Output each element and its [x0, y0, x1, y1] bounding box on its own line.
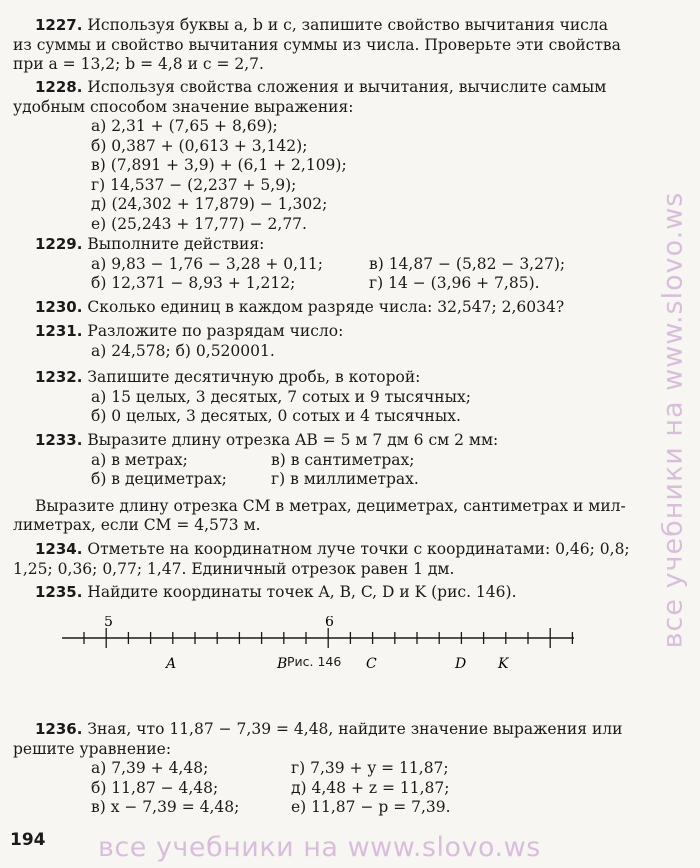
list-item: в) 14,87 − (5,82 − 3,27); [369, 254, 566, 273]
list-item: е) (25,243 + 17,77) − 2,77. [91, 214, 307, 233]
list-item: г) в миллиметрах. [271, 470, 419, 488]
problem-1235 [13, 583, 625, 603]
page-number: 194 [10, 830, 46, 850]
list-item: д) 4,48 + z = 11,87; [291, 778, 450, 797]
list-item: б) в дециметрах; [91, 470, 227, 488]
problem-text: Запишите десятичную дробь, в которой: [87, 368, 421, 386]
point-label-b: B [277, 656, 288, 672]
problem-text: Выразите длину отрезка CM в метрах, дециметрах, сантиметрах и мил- [35, 496, 626, 515]
point-label-k: K [498, 656, 509, 672]
list-item: е) 11,87 − p = 7,39. [291, 798, 451, 816]
problem-number: 1231. [35, 322, 83, 340]
problem-number: 1230. [35, 298, 83, 316]
watermark-horizontal: все учебники на www.slovo.ws [98, 832, 541, 863]
problem-1230 [13, 298, 625, 318]
problem-text: Зная, что 11,87 − 7,39 = 4,48, найдите значение выражения или [87, 720, 623, 738]
problem-number: 1235. [35, 583, 83, 601]
problem-number: 1229. [35, 235, 83, 253]
problem-1233 [13, 431, 625, 536]
list-item: в) x − 7,39 = 4,48; [91, 798, 240, 816]
list-item: б) 0,387 + (0,613 + 3,142); [91, 136, 308, 155]
list-item: г) 14 − (3,96 + 7,85). [369, 274, 540, 292]
list-item: в) в сантиметрах; [271, 450, 415, 469]
list-item: б) 11,87 − 4,48; [91, 778, 219, 797]
problem-text: Используя свойства сложения и вычитания, вычислите самым [87, 78, 607, 96]
problem-number: 1232. [35, 368, 83, 386]
problem-text: Выполните действия: [87, 235, 265, 253]
list-item: а) 2,31 + (7,65 + 8,69); [91, 117, 278, 135]
list-item: г) 14,537 − (2,237 + 5,9); [91, 175, 297, 194]
problem-text: решите уравнение: [13, 739, 172, 758]
problem-1231 [13, 322, 625, 361]
list-item: в) (7,891 + 3,9) + (6,1 + 2,109); [91, 156, 347, 174]
problem-text: лиметрах, если CM = 4,573 м. [13, 516, 261, 534]
list-item: а) 24,578; б) 0,520001. [91, 341, 275, 360]
problem-text: при a = 13,2; b = 4,8 и c = 2,7. [13, 55, 264, 73]
problem-number: 1234. [35, 540, 83, 558]
tick-label-6: 6 [325, 616, 334, 630]
list-item: а) 7,39 + 4,48; [91, 759, 209, 777]
problem-text: из суммы и свойство вычитания суммы из числа. Проверьте эти свойства [13, 35, 621, 54]
problem-text: Найдите координаты точек A, B, C, D и K (рис. 146). [87, 583, 517, 601]
list-item: г) 7,39 + y = 11,87; [291, 759, 449, 777]
figure-caption: Рис. 146 [287, 654, 342, 669]
problem-1227 [13, 16, 625, 75]
problem-text: 1,25; 0,36; 0,77; 1,47. Единичный отрезок равен 1 дм. [13, 559, 455, 578]
point-label-d: D [455, 656, 467, 672]
watermark-vertical-text: все учебники на www.slovo.ws [657, 191, 689, 649]
list-item: б) 12,371 − 8,93 + 1,212; [91, 274, 296, 292]
tick-label-5: 5 [104, 616, 113, 630]
problem-text: Выразите длину отрезка AB = 5 м 7 дм 6 см 2 мм: [87, 431, 499, 449]
problem-number: 1228. [35, 78, 83, 96]
list-item: а) в метрах; [91, 450, 188, 469]
problem-text: Сколько единиц в каждом разряде числа: 32,547; 2,6034? [87, 298, 565, 316]
problem-1228 [13, 78, 625, 234]
problem-number: 1236. [35, 720, 83, 738]
list-item: а) 9,83 − 1,76 − 3,28 + 0,11; [91, 254, 324, 273]
problem-number: 1233. [35, 431, 83, 449]
problem-text: удобным способом значение выражения: [13, 97, 354, 116]
point-label-a: A [166, 656, 177, 672]
list-item: а) 15 целых, 3 десятых, 7 сотых и 9 тысячных; [91, 387, 471, 406]
point-label-c: C [366, 656, 377, 672]
problem-1232 [13, 368, 625, 427]
problem-number: 1227. [35, 16, 83, 34]
problem-text: Отметьте на координатном луче точки с координатами: 0,46; 0,8; [87, 540, 630, 558]
problem-1234 [13, 540, 630, 579]
list-item: д) (24,302 + 17,879) − 1,302; [91, 195, 328, 213]
problem-1229 [13, 235, 625, 294]
problem-1236 [13, 720, 625, 818]
problem-text: Используя буквы a, b и c, запишите свойство вычитания числа [87, 16, 608, 34]
list-item: б) 0 целых, 3 десятых, 0 сотых и 4 тысячных. [91, 407, 461, 425]
problem-text: Разложите по разрядам число: [87, 322, 344, 340]
